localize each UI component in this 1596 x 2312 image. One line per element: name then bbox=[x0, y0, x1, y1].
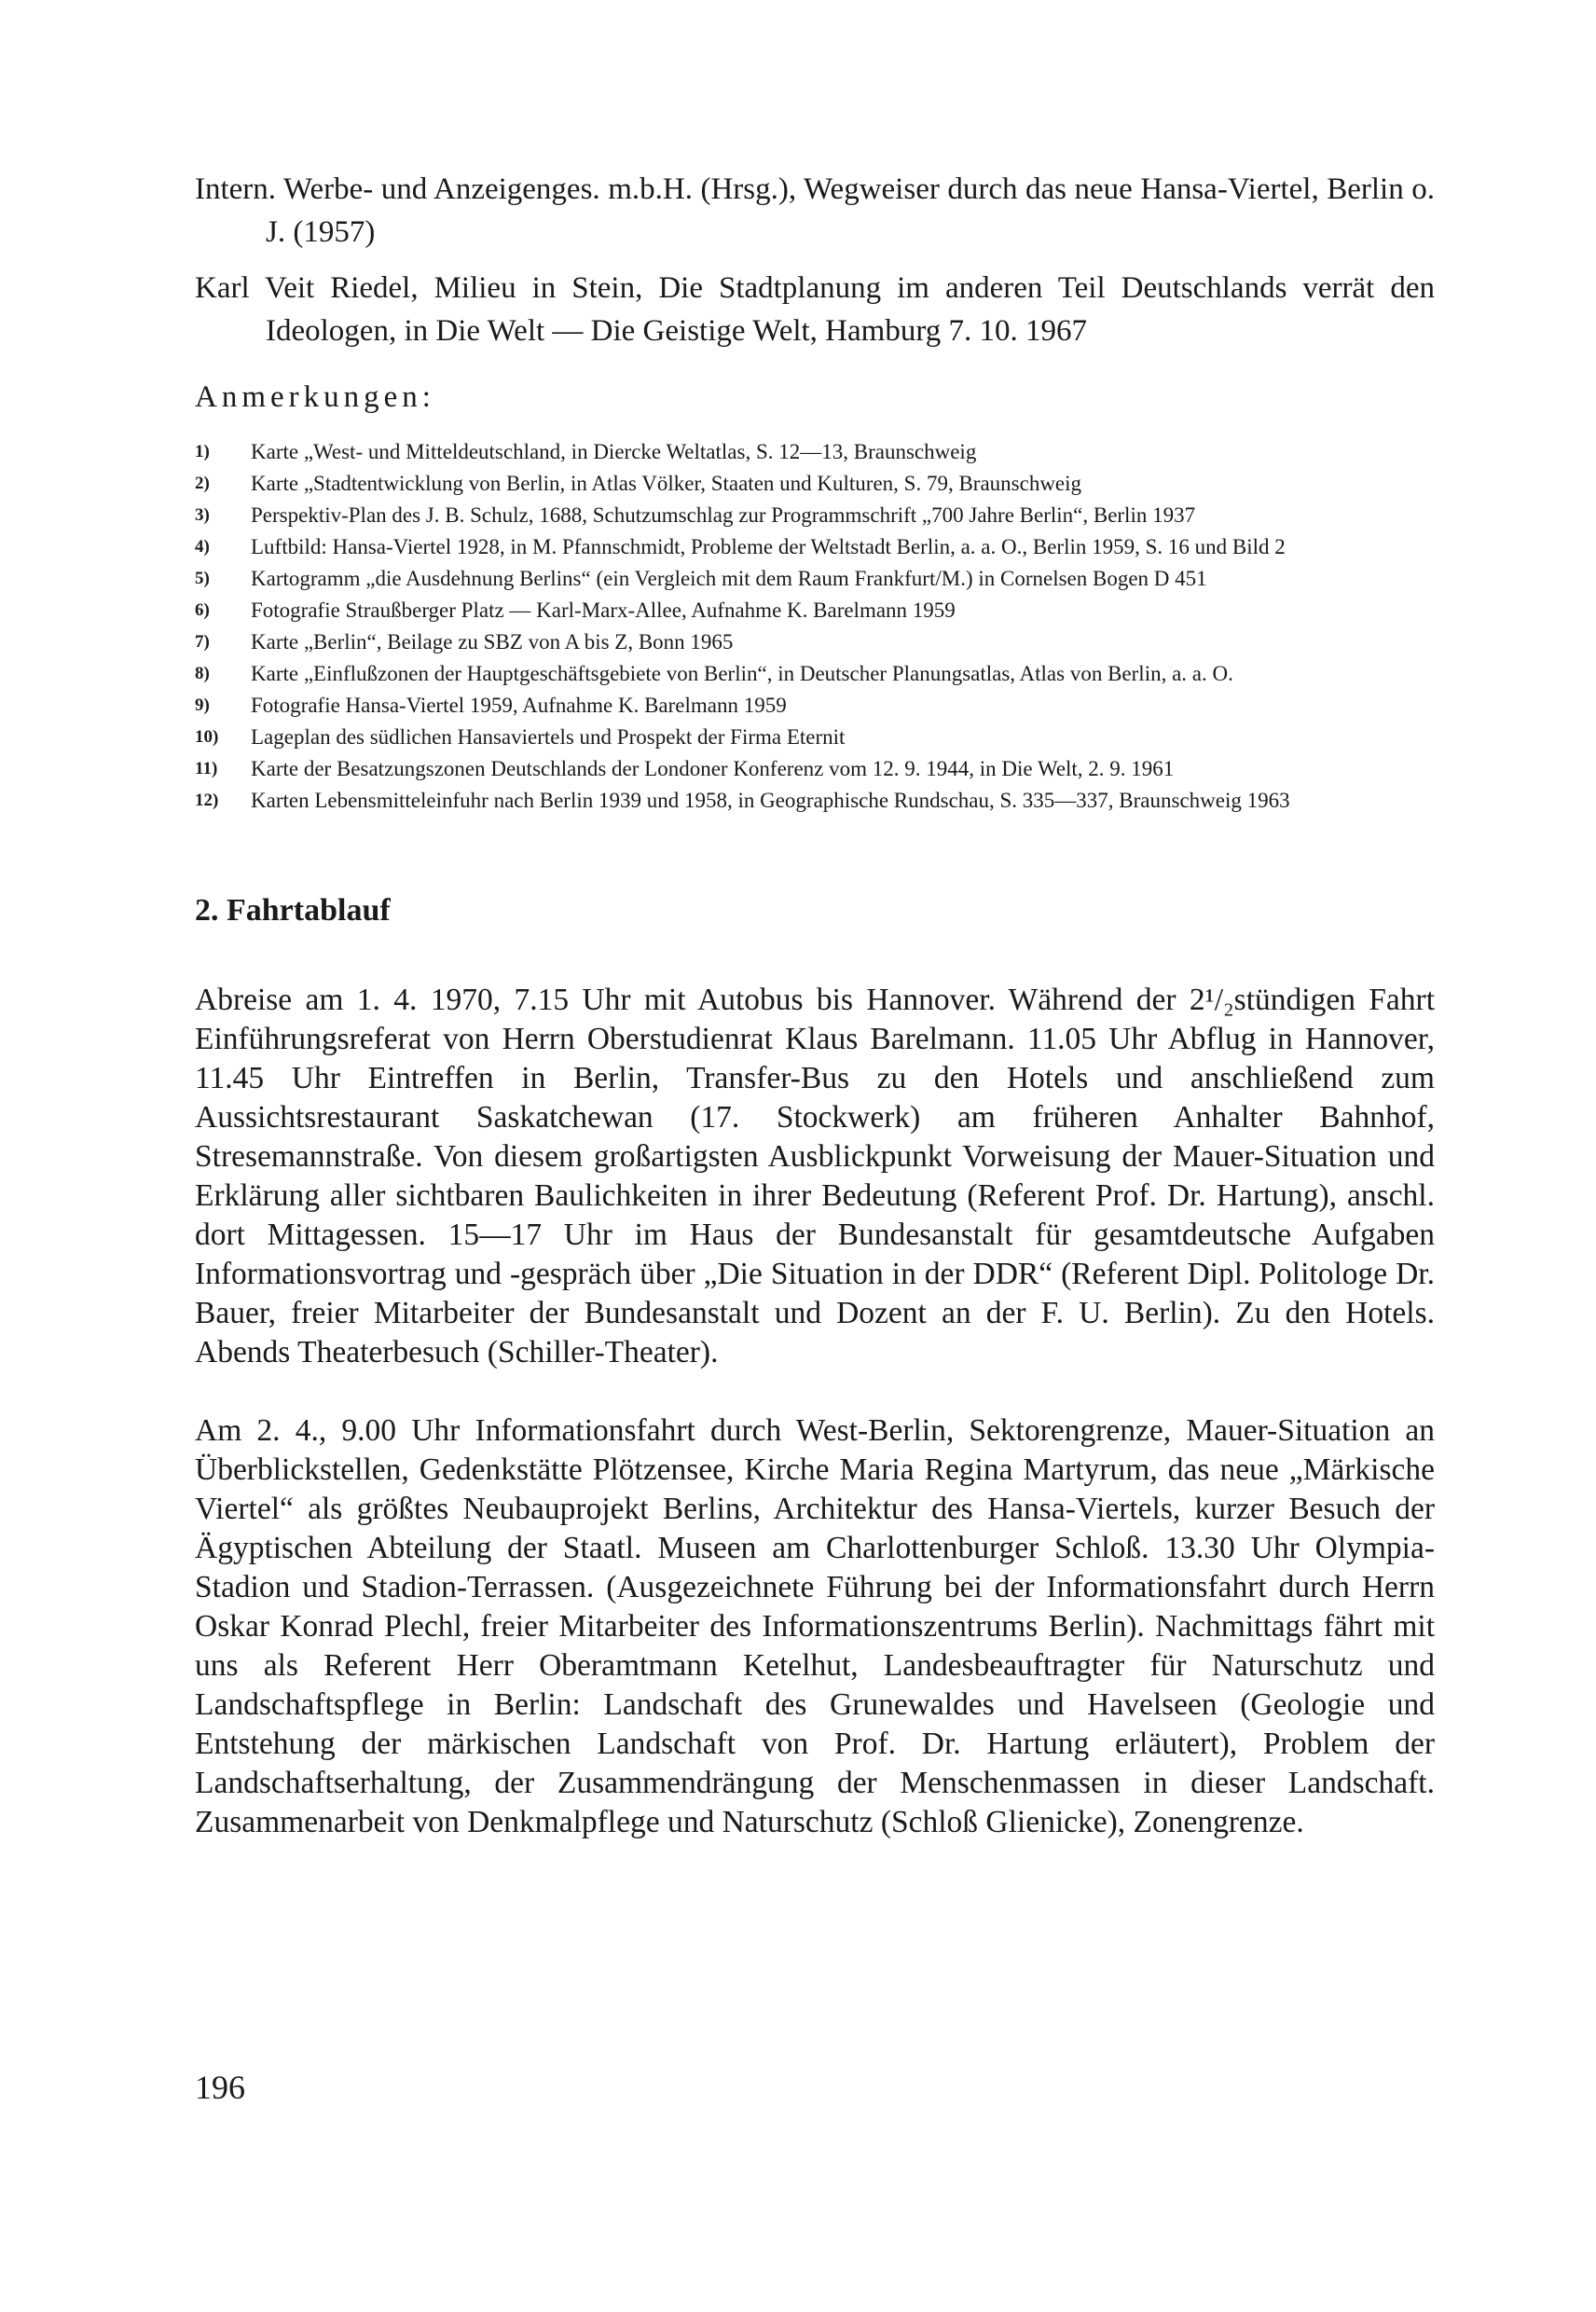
note-number: 2) bbox=[195, 474, 210, 493]
note-item bbox=[195, 535, 1435, 559]
note-item bbox=[195, 472, 1435, 496]
note-number: 8) bbox=[195, 664, 210, 683]
note-item bbox=[195, 694, 1435, 718]
note-number: 11) bbox=[195, 759, 218, 778]
note-number: 9) bbox=[195, 695, 210, 715]
literature-entry-1: Intern. Werbe- und Anzeigenges. m.b.H. (Hrsg.), Wegweiser durch das neue Hansa-Viertel, Berlin o. J. (1957) bbox=[195, 172, 1435, 249]
note-number: 6) bbox=[195, 600, 210, 620]
note-text: Luftbild: Hansa-Viertel 1928, in M. Pfannschmidt, Probleme der Weltstadt Berlin, a. a. O., Berlin 1959, S. 16 und Bild 2 bbox=[251, 535, 1286, 558]
body-paragraph-2: Am 2. 4., 9.00 Uhr Informationsfahrt durch West-Berlin, Sektorengrenze, Mauer-Situation an Überblickstellen, Gedenkstätte Plötzensee, Kirche Maria Regina Martyrum, das neue „Märkische Viertel“ als größtes Neubauprojekt Berlins, Architektur des Hansa-Viertels, kurzer Besuch der Ägyptischen Abteilung der Staatl. Museen am Charlottenburger Schloß. 13.30 Uhr Olympia-Stadion und Stadion-Terrassen. (Ausgezeichnete Führung bei der Informationsfahrt durch Herrn Oskar Konrad Plechl, freier Mitarbeiter des Informationszentrums Berlin). Nachmittags fährt mit uns als Referent Herr Oberamtmann Ketelhut, Landesbeauftragter für Naturschutz und Landschaftspflege in Berlin: Landschaft des Grunewaldes und Havelseen (Geologie und Entstehung der märkischen Landschaft von Prof. Dr. Hartung erläutert), Problem der Landschaftserhaltung, der Zusammendrängung der Menschenmassen in dieser Landschaft. Zusammenarbeit von Denkmalpflege und Naturschutz (Schloß Glienicke), Zonengrenze. bbox=[195, 1413, 1435, 1839]
section-heading: 2. Fahrtablauf bbox=[195, 893, 391, 928]
note-item bbox=[195, 503, 1435, 528]
note-item bbox=[195, 662, 1435, 686]
notes-list bbox=[195, 440, 1435, 813]
note-item bbox=[195, 725, 1435, 750]
note-number: 1) bbox=[195, 442, 210, 461]
note-number: 12) bbox=[195, 791, 219, 810]
note-number: 10) bbox=[195, 727, 219, 747]
note-number: 5) bbox=[195, 569, 210, 588]
note-number: 3) bbox=[195, 505, 210, 525]
note-text: Karte „Stadtentwicklung von Berlin, in Atlas Völker, Staaten und Kulturen, S. 79, Braunschweig bbox=[251, 472, 1082, 495]
note-item bbox=[195, 599, 1435, 623]
note-item bbox=[195, 757, 1435, 781]
note-item bbox=[195, 789, 1435, 813]
page-number: 196 bbox=[195, 2069, 245, 2106]
note-text: Kartogramm „die Ausdehnung Berlins“ (ein Vergleich mit dem Raum Frankfurt/M.) in Cornelsen Bogen D 451 bbox=[251, 567, 1207, 590]
note-text: Lageplan des südlichen Hansaviertels und Prospekt der Firma Eternit bbox=[251, 725, 846, 749]
note-text: Karten Lebensmitteleinfuhr nach Berlin 1939 und 1958, in Geographische Rundschau, S. 335—337, Braunschweig 1963 bbox=[251, 789, 1290, 812]
page-content bbox=[195, 168, 1435, 1881]
note-text: Karte „Berlin“, Beilage zu SBZ von A bis Z, Bonn 1965 bbox=[251, 630, 734, 654]
note-item bbox=[195, 440, 1435, 464]
note-number: 4) bbox=[195, 537, 210, 557]
note-item bbox=[195, 630, 1435, 654]
literature-entry-2: Karl Veit Riedel, Milieu in Stein, Die Stadtplanung im anderen Teil Deutschlands verrät den Ideologen, in Die Welt — Die Geistige Welt, Hamburg 7. 10. 1967 bbox=[195, 271, 1435, 348]
note-text: Fotografie Straußberger Platz — Karl-Marx-Allee, Aufnahme K. Barelmann 1959 bbox=[251, 599, 956, 622]
note-text: Karte der Besatzungszonen Deutschlands der Londoner Konferenz vom 12. 9. 1944, in Die Welt, 2. 9. 1961 bbox=[251, 757, 1175, 780]
note-number: 7) bbox=[195, 632, 210, 652]
note-text: Perspektiv-Plan des J. B. Schulz, 1688, Schutzumschlag zur Programmschrift „700 Jahre Berlin“, Berlin 1937 bbox=[251, 503, 1196, 527]
note-text: Karte „West- und Mitteldeutschland, in Diercke Weltatlas, S. 12—13, Braunschweig bbox=[251, 440, 977, 463]
note-text: Fotografie Hansa-Viertel 1959, Aufnahme K. Barelmann 1959 bbox=[251, 694, 787, 717]
note-item bbox=[195, 567, 1435, 591]
body-paragraph-1: Abreise am 1. 4. 1970, 7.15 Uhr mit Autobus bis Hannover. Während der 2¹/₂stündigen Fahrt Einführungsreferat von Herrn Oberstudienrat Klaus Barelmann. 11.05 Uhr Abflug in Hannover, 11.45 Uhr Eintreffen in Berlin, Transfer-Bus zu den Hotels und anschließend zum Aussichtsrestaurant Saskatchewan (17. Stockwerk) am früheren Anhalter Bahnhof, Stresemannstraße. Von diesem großartigsten Ausblickpunkt Vorweisung der Mauer-Situation und Erklärung aller sichtbaren Baulichkeiten in ihrer Bedeutung (Referent Prof. Dr. Hartung), anschl. dort Mittagessen. 15—17 Uhr im Haus der Bundesanstalt für gesamtdeutsche Aufgaben Informationsvortrag und -gespräch über „Die Situation in der DDR“ (Referent Dipl. Politologe Dr. Bauer, freier Mitarbeiter der Bundesanstalt und Dozent an der F. U. Berlin). Zu den Hotels. Abends Theaterbesuch (Schiller-Theater). bbox=[195, 983, 1435, 1369]
note-text: Karte „Einflußzonen der Hauptgeschäftsgebiete von Berlin“, in Deutscher Planungsatlas, Atlas von Berlin, a. a. O. bbox=[251, 662, 1233, 685]
notes-heading: Anmerkungen: bbox=[195, 380, 435, 414]
